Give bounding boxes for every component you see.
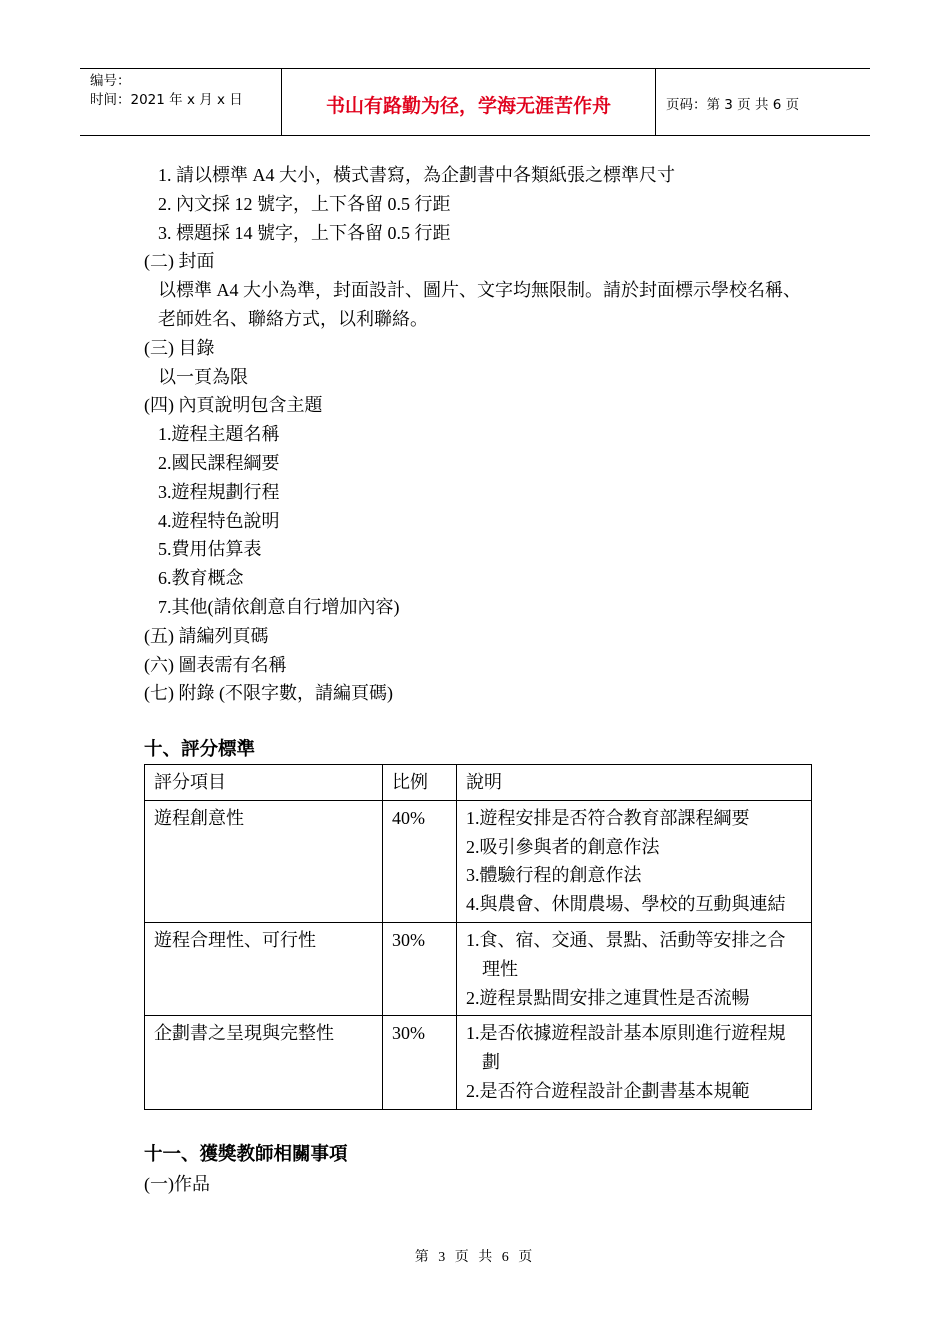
content-item: 7.其他(請依創意自行增加內容) — [158, 596, 400, 617]
header-meta — [80, 69, 282, 135]
desc-cell — [457, 922, 812, 1015]
desc-line: 1.食、宿、交通、景點、活動等安排之合理性 — [466, 929, 786, 979]
desc-line: 2.遊程景點間安排之連貫性是否流暢 — [466, 987, 750, 1008]
cover-paragraph: 以標準 A4 大小為準，封面設計、圖片、文字均無限制。請於封面標示學校名稱、老師姓名、聯絡方式，以利聯絡。 — [158, 280, 801, 329]
desc-line: 2.吸引參與者的創意作法 — [466, 836, 660, 857]
section-11 — [144, 1141, 348, 1199]
desc-line: 1.是否依據遊程設計基本原則進行遊程規劃 — [466, 1023, 786, 1073]
section-10-title: 十、評分標準 — [144, 740, 256, 761]
desc-line: 2.是否符合遊程設計企劃書基本規範 — [466, 1080, 750, 1101]
ratio-cell: 40% — [383, 800, 457, 922]
content-item: 2.國民課程綱要 — [158, 452, 280, 473]
content-item: 5.費用估算表 — [158, 539, 262, 560]
document-body — [144, 161, 824, 765]
content-item: 6.教育概念 — [158, 568, 244, 589]
desc-line: 1.遊程安排是否符合教育部課程綱要 — [466, 807, 750, 828]
content-heading: (四) 內頁說明包含主題 — [144, 395, 323, 416]
page-footer: 第 3 页 共 6 页 — [414, 1250, 536, 1265]
toc-text: 以一頁為限 — [158, 366, 248, 387]
content-item: 4.遊程特色說明 — [158, 510, 280, 531]
toc-heading: (三) 目錄 — [144, 337, 215, 358]
page-header — [80, 68, 870, 136]
chart-name-heading: (六) 圖表需有名稱 — [144, 654, 287, 675]
item-cell: 企劃書之呈現與完整性 — [145, 1016, 383, 1109]
content-item: 1.遊程主題名稱 — [158, 424, 280, 445]
format-item-2: 2. 內文採 12 號字，上下各留 0.5 行距 — [158, 193, 451, 214]
table-row — [145, 800, 812, 922]
appendix-heading: (七) 附錄 (不限字數，請編頁碼) — [144, 683, 393, 704]
ratio-cell: 30% — [383, 922, 457, 1015]
header-cell: 比例 — [383, 765, 457, 801]
number-label: 编号： — [90, 73, 131, 89]
item-cell: 遊程創意性 — [145, 800, 383, 922]
format-item-3: 3. 標題採 14 號字，上下各留 0.5 行距 — [158, 222, 451, 243]
format-item-1: 1. 請以標準 A4 大小，橫式書寫，為企劃書中各類紙張之標準尺寸 — [158, 165, 675, 185]
date-label: 时间：2021 年 x 月 x 日 — [90, 92, 243, 108]
content-item: 3.遊程規劃行程 — [158, 481, 280, 502]
section-11-title: 十一、獲獎教師相關事項 — [144, 1145, 348, 1165]
desc-line: 3.體驗行程的創意作法 — [466, 865, 642, 886]
table-row — [145, 922, 812, 1015]
scoring-table — [144, 764, 812, 1110]
desc-line: 4.與農會、休閒農場、學校的互動與連結 — [466, 894, 786, 915]
ratio-cell: 30% — [383, 1016, 457, 1109]
cover-heading: (二) 封面 — [144, 251, 215, 272]
header-cell: 說明 — [457, 765, 812, 801]
desc-cell — [457, 800, 812, 922]
page-number-heading: (五) 請編列頁碼 — [144, 625, 269, 646]
section-11-item: (一)作品 — [144, 1174, 210, 1194]
item-cell: 遊程合理性、可行性 — [145, 922, 383, 1015]
table-header-row — [145, 765, 812, 801]
desc-cell — [457, 1016, 812, 1109]
header-page-info: 页码：第 3 页 共 6 页 — [666, 97, 800, 113]
header-motto: 书山有路勤为径，学海无涯苦作舟 — [282, 69, 656, 135]
header-cell: 評分項目 — [145, 765, 383, 801]
table-row — [145, 1016, 812, 1109]
